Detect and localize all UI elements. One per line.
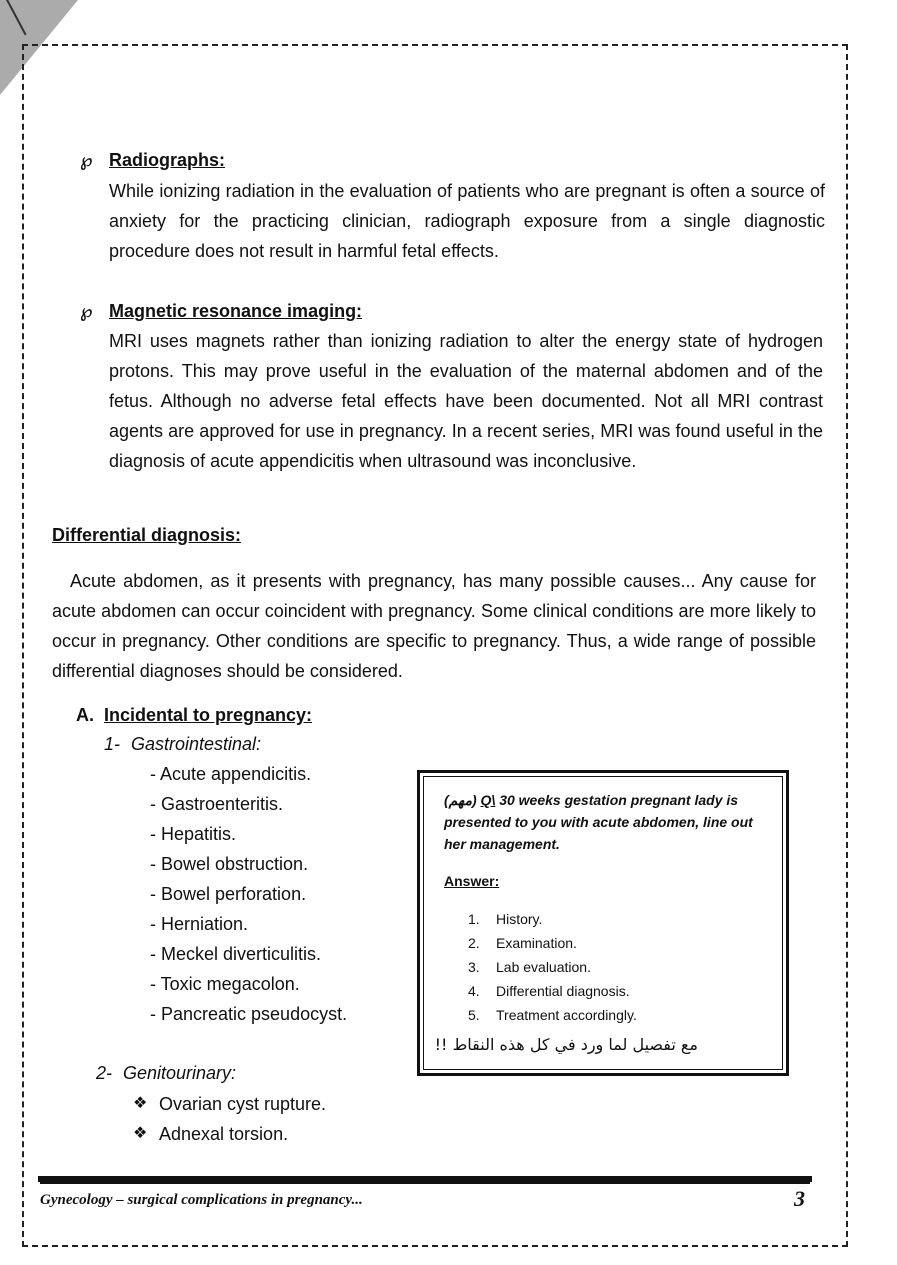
list-item-text: Treatment accordingly. [496,1007,637,1023]
section-a-marker: A. [76,705,94,725]
list-item-text: Lab evaluation. [496,959,591,975]
radiographs-bullet-icon: ℘ [80,150,93,170]
list-item: - Bowel obstruction. [150,854,309,874]
radiographs-heading: Radiographs: [109,150,226,170]
diamond-bullet-icon: ❖ [133,1095,148,1112]
list-item [468,1003,637,1027]
list-item [468,907,637,931]
list-item-text: Examination. [496,935,577,951]
case-answer-label: Answer: [444,873,500,889]
differential-heading: Differential diagnosis: [52,525,242,545]
mri-bullet-icon: ℘ [80,301,93,321]
list-item: - Acute appendicitis. [150,764,312,784]
case-question-label: Q\ [480,792,496,808]
list-item: - Herniation. [150,914,249,934]
list-item: - Toxic megacolon. [150,974,300,994]
diamond-bullet-icon: ❖ [133,1125,148,1142]
case-important-tag: (مهم) [444,792,477,808]
list-item-number: 5. [468,1007,480,1023]
list-item [468,955,637,979]
list-item: - Meckel diverticulitis. [150,944,322,964]
case-question [444,789,774,855]
list-item: - Bowel perforation. [150,884,307,904]
case-arabic-note: مع تفصيل لما ورد في كل هذه النقاط !! [434,1035,698,1054]
footer-rule [38,1176,812,1182]
list-item-text: Differential diagnosis. [496,983,630,999]
gastro-marker: 1- [104,734,121,754]
list-item-number: 2. [468,935,480,951]
list-item: Ovarian cyst rupture. [159,1094,327,1114]
list-item: Adnexal torsion. [159,1124,289,1144]
genito-title: Genitourinary: [123,1063,237,1083]
case-answer-list [468,907,637,1027]
list-item: - Pancreatic pseudocyst. [150,1004,348,1024]
mri-heading: Magnetic resonance imaging: [109,301,363,321]
list-item-number: 3. [468,959,480,975]
genito-marker: 2- [96,1063,113,1083]
case-question-box [417,770,789,1076]
mri-paragraph: MRI uses magnets rather than ionizing radiation to alter the energy state of hydrogen protons. This may prove useful in the evaluation of the maternal abdomen and of the fetus. Although no adverse fetal effects have been documented. Not all MRI contrast agents are approved for use in pregnancy. In a recent series, MRI was found useful in the diagnosis of acute appendicitis when ultrasound was inconclusive. [109,331,823,471]
case-question-text: 30 weeks gestation pregnant lady is presented to you with acute abdomen, line out her management. [444,792,753,852]
list-item-number: 1. [468,911,480,927]
list-item-text: History. [496,911,543,927]
list-item: - Hepatitis. [150,824,237,844]
differential-paragraph: Acute abdomen, as it presents with pregnancy, has many possible causes... Any cause for acute abdomen can occur coincident with pregnancy. Some clinical conditions are more likely to occur in pregnancy. Other conditions are specific to pregnancy. Thus, a wide range of possible differential diagnoses should be considered. [52,571,816,681]
page-number: 3 [794,1186,805,1211]
footer-title: Gynecology – surgical complications in pregnancy... [40,1192,363,1208]
section-a-heading: Incidental to pregnancy: [104,705,313,725]
list-item-number: 4. [468,983,480,999]
list-item: - Gastroenteritis. [150,794,284,814]
gastro-title: Gastrointestinal: [131,734,262,754]
list-item [468,979,637,1003]
gastro-list [150,759,347,1029]
list-item [468,931,637,955]
radiographs-paragraph: While ionizing radiation in the evaluation of patients who are pregnant is often a source of anxiety for the practicing clinician, radiograph exposure from a single diagnostic procedure does not result in harmful fetal effects. [109,181,825,261]
case-question-inner [423,776,783,1070]
